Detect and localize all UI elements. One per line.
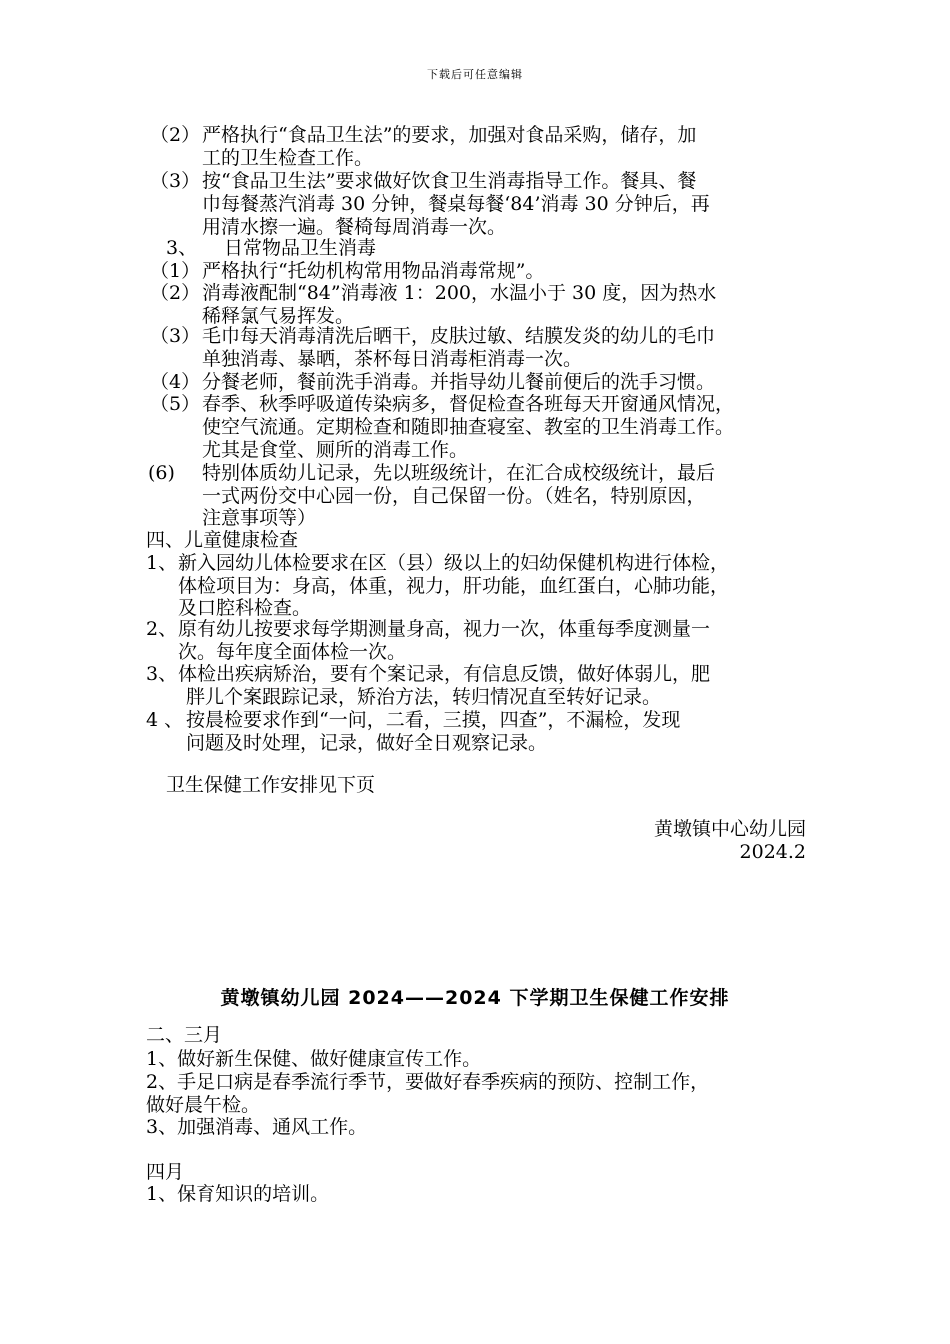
item-line: 用清水擦一遍。餐椅每周消毒一次。 — [202, 216, 507, 238]
item-line: 分餐老师，餐前洗手消毒。并指导幼儿餐前便后的洗手习惯。 — [202, 371, 716, 393]
item-number: （5） — [150, 393, 201, 415]
item-number: （3） — [150, 325, 201, 347]
item-number: （3） — [150, 170, 201, 192]
item-line: 巾每餐蒸汽消毒 30 分钟，餐桌每餐‘84’消毒 30 分钟后，再 — [202, 193, 710, 215]
item-line: 毛巾每天消毒清洗后晒干，皮肤过敏、结膜发炎的幼儿的毛巾 — [202, 325, 716, 347]
item-number: （2） — [150, 282, 201, 304]
item-line: 消毒液配制“84”消毒液 1：200，水温小于 30 度，因为热水 — [202, 282, 717, 304]
item-line: 严格执行“托幼机构常用物品消毒常规”。 — [202, 260, 545, 282]
item-number: （1） — [150, 260, 201, 282]
item-number: 2、 — [146, 618, 178, 640]
plan-line: 做好晨午检。 — [146, 1094, 261, 1116]
plan-line: 1、做好新生保健、做好健康宣传工作。 — [146, 1048, 482, 1070]
item-line: 体检出疾病矫治，要有个案记录，有信息反馈，做好体弱儿，肥 — [178, 663, 711, 685]
plan-title: 黄墩镇幼儿园 2024——2024 下学期卫生保健工作安排 — [220, 987, 730, 1009]
plan-line: 2、手足口病是春季流行季节，要做好春季疾病的预防、控制工作， — [146, 1071, 710, 1093]
signature-date: 2024.2 — [739, 841, 806, 863]
item-line: 春季、秋季呼吸道传染病多，督促检查各班每天开窗通风情况， — [202, 393, 735, 415]
section-heading-number: 3、 — [166, 237, 198, 259]
item-line: 一式两份交中心园一份，自己保留一份。（姓名，特别原因， — [202, 485, 706, 507]
item-line: 注意事项等） — [202, 507, 317, 529]
item-line: 工的卫生检查工作。 — [202, 147, 374, 169]
item-line: 次。每年度全面体检一次。 — [178, 641, 407, 663]
signature-org: 黄墩镇中心幼儿园 — [653, 818, 806, 840]
item-number: 4 、 — [146, 709, 184, 731]
month-heading: 二、三月 — [146, 1024, 223, 1046]
plan-line: 3、加强消毒、通风工作。 — [146, 1116, 368, 1138]
item-line: 特别体质幼儿记录，先以班级统计，在汇合成校级统计，最后 — [202, 462, 716, 484]
item-number: 3、 — [146, 663, 178, 685]
item-line: 稀释氯气易挥发。 — [202, 305, 355, 327]
item-line: 按晨检要求作到“一问，二看，三摸，四查”，不漏检，发现 — [186, 709, 681, 731]
item-line: 尤其是食堂、厕所的消毒工作。 — [202, 439, 469, 461]
item-number: （2） — [150, 124, 201, 146]
item-line: 新入园幼儿体检要求在区（县）级以上的妇幼保健机构进行体检， — [178, 552, 730, 574]
plan-line: 1、保育知识的培训。 — [146, 1183, 330, 1205]
item-line: 使空气流通。定期检查和随即抽查寝室、教室的卫生消毒工作。 — [202, 416, 735, 438]
item-line: 胖儿个案跟踪记录，矫治方法，转归情况直至转好记录。 — [186, 686, 662, 708]
item-line: 单独消毒、暴晒，茶杯每日消毒柜消毒一次。 — [202, 348, 583, 370]
month-heading: 四月 — [146, 1161, 185, 1183]
section-heading: 日常物品卫生消毒 — [224, 237, 377, 259]
item-line: 问题及时处理，记录，做好全日观察记录。 — [186, 732, 548, 754]
item-number: (6) — [148, 462, 175, 484]
item-line: 体检项目为：身高，体重，视力，肝功能，血红蛋白，心肺功能， — [178, 575, 730, 597]
item-line: 及口腔科检查。 — [178, 597, 312, 619]
item-number: 1、 — [146, 552, 178, 574]
item-number: （4） — [150, 371, 201, 393]
section-heading: 四、儿童健康检查 — [146, 529, 299, 551]
header-note: 下载后可任意编辑 — [427, 68, 523, 81]
see-next-page-note: 卫生保健工作安排见下页 — [166, 774, 376, 796]
item-line: 原有幼儿按要求每学期测量身高，视力一次，体重每季度测量一 — [178, 618, 711, 640]
item-line: 按“食品卫生法”要求做好饮食卫生消毒指导工作。餐具、餐 — [202, 170, 697, 192]
item-line: 严格执行“食品卫生法”的要求，加强对食品采购，储存，加 — [202, 124, 697, 146]
